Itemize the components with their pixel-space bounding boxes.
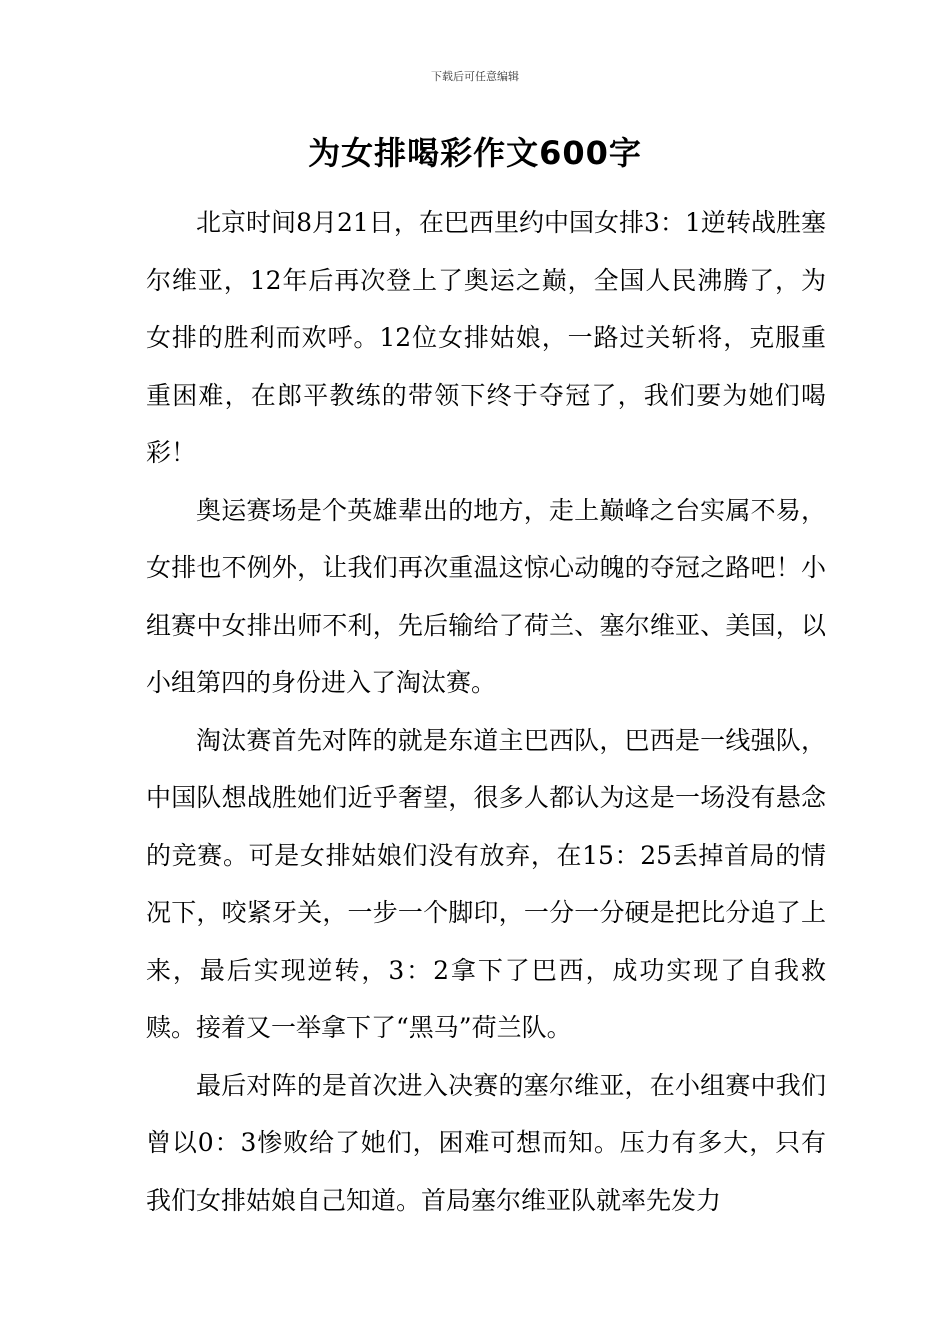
paragraph-1: 北京时间8月21日，在巴西里约中国女排3：1逆转战胜塞尔维亚，12年后再次登上了奥运之巅，全国人民沸腾了，为女排的胜利而欢呼。12位女排姑娘，一路过关斩将，克服重重困难，在郎平教练的带领下终于夺冠了，我们要为她们喝彩！ xyxy=(146,208,826,467)
page-title: 为女排喝彩作文600字 xyxy=(308,134,642,172)
paragraph-4: 最后对阵的是首次进入决赛的塞尔维亚，在小组赛中我们曾以0：3惨败给了她们，困难可想而知。压力有多大，只有我们女排姑娘自己知道。首局塞尔维亚队就率先发力 xyxy=(146,1070,826,1215)
header-note: 下载后可任意编辑 xyxy=(431,70,519,83)
paragraph-2: 奥运赛场是个英雄辈出的地方，走上巅峰之台实属不易，女排也不例外，让我们再次重温这惊心动魄的夺冠之路吧！小组赛中女排出师不利，先后输给了荷兰、塞尔维亚、美国，以小组第四的身份进入了淘汰赛。 xyxy=(146,495,826,697)
article-body xyxy=(146,194,826,1229)
paragraph-3: 淘汰赛首先对阵的就是东道主巴西队，巴西是一线强队，中国队想战胜她们近乎奢望，很多人都认为这是一场没有悬念的竞赛。可是女排姑娘们没有放弃，在15：25丢掉首局的情况下，咬紧牙关，一步一个脚印，一分一分硬是把比分追了上来，最后实现逆转，3：2拿下了巴西，成功实现了自我救赎。接着又一举拿下了“黑马”荷兰队。 xyxy=(146,725,826,1042)
